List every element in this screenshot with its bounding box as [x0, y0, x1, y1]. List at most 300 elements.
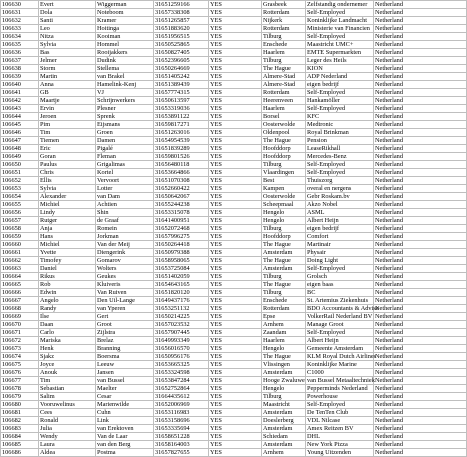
cell-consent[interactable]: YES [209, 233, 262, 241]
cell-company[interactable]: Albert Heijn [306, 217, 374, 225]
cell-country[interactable]: Netherland [374, 305, 467, 313]
cell-company[interactable]: LeaseRikhall [306, 145, 374, 153]
cell-city[interactable]: Amsterdam [262, 249, 306, 257]
cell-first-name[interactable]: Sylvia [39, 41, 96, 49]
cell-city[interactable]: Heerenveen [262, 97, 306, 105]
cell-phone[interactable]: 31651389439 [154, 81, 209, 89]
cell-consent[interactable]: YES [209, 401, 262, 409]
cell-phone[interactable]: 31653315078 [154, 209, 209, 217]
cell-company[interactable]: Self-Employed [306, 105, 374, 113]
cell-country[interactable]: Netherland [374, 137, 467, 145]
cell-phone[interactable]: 31656016570 [154, 345, 209, 353]
cell-first-name[interactable]: Maartje [39, 97, 96, 105]
cell-last-name[interactable]: van Bussel [96, 377, 154, 385]
cell-phone[interactable]: 31658958065 [154, 257, 209, 265]
cell-row-id[interactable]: 106667 [1, 297, 39, 305]
cell-first-name[interactable]: Hans [39, 233, 96, 241]
cell-first-name[interactable]: Randy [39, 305, 96, 313]
cell-first-name[interactable]: Ellis [39, 177, 96, 185]
cell-city[interactable]: Almere-Stad [262, 81, 306, 89]
cell-first-name[interactable]: Tiemen [39, 137, 96, 145]
cell-consent[interactable]: YES [209, 97, 262, 105]
cell-row-id[interactable]: 106636 [1, 49, 39, 57]
cell-row-id[interactable]: 106668 [1, 305, 39, 313]
cell-city[interactable]: Oosterwolde [262, 121, 306, 129]
cell-first-name[interactable]: Evert [39, 1, 96, 9]
cell-city[interactable]: Rotterdam [262, 25, 306, 33]
cell-last-name[interactable]: Van de Laar [96, 433, 154, 441]
cell-first-name[interactable]: Joyce [39, 361, 96, 369]
cell-consent[interactable]: YES [209, 193, 262, 201]
cell-last-name[interactable]: Wolters [96, 265, 154, 273]
cell-first-name[interactable]: Aldea [39, 449, 96, 457]
cell-last-name[interactable]: Sprenk [96, 113, 154, 121]
cell-first-name[interactable]: Yvette [39, 249, 96, 257]
cell-consent[interactable]: YES [209, 169, 262, 177]
cell-consent[interactable]: YES [209, 153, 262, 161]
cell-company[interactable]: Young Uitzenden [306, 449, 374, 457]
cell-company[interactable]: Akzo Nobel [306, 201, 374, 209]
cell-phone[interactable]: 31650214225 [154, 313, 209, 321]
cell-last-name[interactable]: Den Uil-Lange [96, 297, 154, 305]
cell-consent[interactable]: YES [209, 145, 262, 153]
cell-phone[interactable]: 31651883620 [154, 25, 209, 33]
cell-phone[interactable]: 31651263016 [154, 129, 209, 137]
cell-consent[interactable]: YES [209, 17, 262, 25]
cell-first-name[interactable]: Daan [39, 321, 96, 329]
cell-row-id[interactable]: 106654 [1, 193, 39, 201]
cell-row-id[interactable]: 106633 [1, 25, 39, 33]
cell-last-name[interactable]: Eijsmans [96, 121, 154, 129]
cell-country[interactable]: Netherland [374, 265, 467, 273]
cell-company[interactable]: De TenTen Club [306, 409, 374, 417]
cell-last-name[interactable]: Plesner [96, 105, 154, 113]
cell-city[interactable]: Tilburg [262, 393, 306, 401]
cell-city[interactable]: Arnhem [262, 321, 306, 329]
cell-first-name[interactable]: Anouk [39, 369, 96, 377]
cell-last-name[interactable]: Branning [96, 345, 154, 353]
cell-row-id[interactable]: 106642 [1, 97, 39, 105]
cell-first-name[interactable]: Martin [39, 73, 96, 81]
cell-first-name[interactable]: Henk [39, 345, 96, 353]
cell-row-id[interactable]: 106657 [1, 217, 39, 225]
cell-first-name[interactable]: Wendy [39, 433, 96, 441]
cell-company[interactable]: Grolsch [306, 273, 374, 281]
cell-row-id[interactable]: 106631 [1, 9, 39, 17]
cell-last-name[interactable]: Cuhn [96, 409, 154, 417]
cell-phone[interactable]: 31657907445 [154, 329, 209, 337]
cell-company[interactable]: ADP Nederland [306, 73, 374, 81]
cell-company[interactable]: Royal Brinkman [306, 129, 374, 137]
cell-row-id[interactable]: 106643 [1, 105, 39, 113]
cell-consent[interactable]: YES [209, 57, 262, 65]
cell-city[interactable]: Rotterdam [262, 305, 306, 313]
cell-company[interactable]: eigen bedrijf [306, 225, 374, 233]
cell-city[interactable]: Vlaardingen [262, 169, 306, 177]
cell-company[interactable]: C1000 [306, 369, 374, 377]
cell-phone[interactable]: 31652006969 [154, 401, 209, 409]
cell-first-name[interactable]: Angelo [39, 297, 96, 305]
cell-phone[interactable]: 31650525865 [154, 41, 209, 49]
cell-phone[interactable]: 31651070308 [154, 177, 209, 185]
cell-consent[interactable]: YES [209, 241, 262, 249]
cell-consent[interactable]: YES [209, 137, 262, 145]
cell-country[interactable]: Netherland [374, 249, 467, 257]
cell-country[interactable]: Netherland [374, 281, 467, 289]
cell-city[interactable]: Vlissingen [262, 361, 306, 369]
cell-consent[interactable]: YES [209, 81, 262, 89]
cell-consent[interactable]: YES [209, 433, 262, 441]
cell-row-id[interactable]: 106639 [1, 73, 39, 81]
cell-company[interactable]: Thuiszorg [306, 177, 374, 185]
cell-company[interactable]: Albert Heijn [306, 337, 374, 345]
cell-country[interactable]: Netherland [374, 121, 467, 129]
cell-phone[interactable]: 31651839289 [154, 145, 209, 153]
cell-consent[interactable]: YES [209, 121, 262, 129]
cell-company[interactable]: Koninklijke Landmacht [306, 17, 374, 25]
cell-consent[interactable]: YES [209, 201, 262, 209]
cell-city[interactable]: Hoofddorp [262, 145, 306, 153]
cell-phone[interactable]: 31653116983 [154, 409, 209, 417]
cell-country[interactable]: Netherland [374, 1, 467, 9]
cell-row-id[interactable]: 106677 [1, 377, 39, 385]
cell-country[interactable]: Netherland [374, 129, 467, 137]
cell-last-name[interactable]: Geukes [96, 273, 154, 281]
cell-first-name[interactable]: Laura [39, 441, 96, 449]
cell-country[interactable]: Netherland [374, 321, 467, 329]
cell-consent[interactable]: YES [209, 273, 262, 281]
cell-consent[interactable]: YES [209, 41, 262, 49]
cell-first-name[interactable]: Ilse [39, 313, 96, 321]
cell-row-id[interactable]: 106682 [1, 417, 39, 425]
cell-city[interactable]: The Hague [262, 353, 306, 361]
cell-country[interactable]: Netherland [374, 57, 467, 65]
cell-last-name[interactable]: Leeuw [96, 361, 154, 369]
cell-first-name[interactable]: Sebastian [39, 385, 96, 393]
cell-phone[interactable]: 31650264418 [154, 241, 209, 249]
cell-city[interactable]: Rotterdam [262, 89, 306, 97]
cell-row-id[interactable]: 106653 [1, 185, 39, 193]
cell-last-name[interactable]: Postma [96, 449, 154, 457]
cell-company[interactable]: KFC [306, 113, 374, 121]
cell-row-id[interactable]: 106671 [1, 329, 39, 337]
cell-last-name[interactable]: Diengerink [96, 249, 154, 257]
cell-city[interactable]: Hengelo [262, 385, 306, 393]
cell-first-name[interactable]: Daniel [39, 265, 96, 273]
cell-last-name[interactable]: Groot [96, 321, 154, 329]
cell-country[interactable]: Netherland [374, 89, 467, 97]
cell-phone[interactable]: 31650642067 [154, 193, 209, 201]
cell-country[interactable]: Netherland [374, 241, 467, 249]
cell-company[interactable]: Comfort [306, 233, 374, 241]
cell-country[interactable]: Netherland [374, 417, 467, 425]
cell-city[interactable]: Best [262, 177, 306, 185]
cell-city[interactable]: Tilburg [262, 57, 306, 65]
cell-last-name[interactable]: Brelaz [96, 337, 154, 345]
cell-city[interactable]: Rotterdam [262, 9, 306, 17]
cell-phone[interactable]: 31658164003 [154, 441, 209, 449]
cell-last-name[interactable]: Kooiman [96, 33, 154, 41]
cell-phone[interactable]: 31657996275 [154, 233, 209, 241]
cell-phone[interactable]: 31658651228 [154, 433, 209, 441]
cell-country[interactable]: Netherland [374, 425, 467, 433]
cell-last-name[interactable]: van Brakel [96, 73, 154, 81]
cell-company[interactable]: Leger des Heils [306, 57, 374, 65]
cell-city[interactable]: Haarlem [262, 337, 306, 345]
cell-row-id[interactable]: 106679 [1, 393, 39, 401]
cell-first-name[interactable]: Rikus [39, 273, 96, 281]
cell-first-name[interactable]: Julia [39, 425, 96, 433]
cell-consent[interactable]: YES [209, 113, 262, 121]
cell-company[interactable]: Self-Employed [306, 9, 374, 17]
cell-country[interactable]: Netherland [374, 153, 467, 161]
cell-last-name[interactable]: Rooijakkers [96, 49, 154, 57]
cell-phone[interactable]: 31651259166 [154, 1, 209, 9]
cell-country[interactable]: Netherland [374, 409, 467, 417]
cell-country[interactable]: Netherland [374, 185, 467, 193]
cell-company[interactable]: DHL [306, 433, 374, 441]
cell-first-name[interactable]: Chris [39, 169, 96, 177]
cell-consent[interactable]: YES [209, 289, 262, 297]
cell-first-name[interactable]: Ervin [39, 105, 96, 113]
cell-country[interactable]: Netherland [374, 289, 467, 297]
cell-country[interactable]: Netherland [374, 441, 467, 449]
cell-phone[interactable]: 31651265857 [154, 17, 209, 25]
cell-city[interactable]: The Hague [262, 241, 306, 249]
cell-first-name[interactable]: Timofey [39, 257, 96, 265]
cell-country[interactable]: Netherland [374, 49, 467, 57]
cell-last-name[interactable]: Vervoort [96, 177, 154, 185]
cell-last-name[interactable]: Shin [96, 209, 154, 217]
cell-company[interactable]: EMTE Supermarkten [306, 49, 374, 57]
cell-phone[interactable]: 31653319036 [154, 105, 209, 113]
cell-row-id[interactable]: 106659 [1, 233, 39, 241]
cell-company[interactable]: eigen bedrijf [306, 81, 374, 89]
cell-first-name[interactable]: Jelmer [39, 57, 96, 65]
cell-company[interactable]: Maastricht UMC+ [306, 41, 374, 49]
cell-last-name[interactable]: VJ [96, 89, 154, 97]
cell-country[interactable]: Netherland [374, 353, 467, 361]
cell-company[interactable]: Self-Employed [306, 329, 374, 337]
cell-phone[interactable]: 31652396605 [154, 57, 209, 65]
cell-city[interactable]: Haarlem [262, 49, 306, 57]
cell-last-name[interactable]: Romein [96, 225, 154, 233]
cell-first-name[interactable]: Jeroen [39, 113, 96, 121]
cell-consent[interactable]: YES [209, 249, 262, 257]
cell-phone[interactable]: 31650613597 [154, 97, 209, 105]
cell-first-name[interactable]: Cees [39, 409, 96, 417]
cell-city[interactable]: Amsterdam [262, 369, 306, 377]
cell-consent[interactable]: YES [209, 353, 262, 361]
cell-city[interactable]: Oosterwolde [262, 193, 306, 201]
cell-company[interactable]: Pepperminds Nederland [306, 385, 374, 393]
cell-company[interactable]: KLM Royal Dutch Airlines [307, 353, 377, 360]
cell-phone[interactable]: 31652752864 [154, 385, 209, 393]
cell-first-name[interactable]: Leo [39, 25, 96, 33]
cell-country[interactable]: Netherland [374, 193, 467, 201]
cell-consent[interactable]: YES [209, 305, 262, 313]
cell-consent[interactable]: YES [209, 265, 262, 273]
cell-row-id[interactable]: 106673 [1, 345, 39, 353]
cell-row-id[interactable]: 106685 [1, 441, 39, 449]
cell-city[interactable]: Zaandam [262, 329, 306, 337]
cell-city[interactable]: Maastricht [262, 401, 306, 409]
cell-country[interactable]: Netherland [374, 105, 467, 113]
cell-company[interactable]: Amex Reitzen BV [306, 425, 374, 433]
cell-city[interactable]: The Hague [262, 137, 306, 145]
cell-city[interactable]: Scheepmaal [262, 201, 306, 209]
cell-consent[interactable]: YES [209, 449, 262, 457]
cell-last-name[interactable]: Kortel [96, 169, 154, 177]
cell-first-name[interactable]: Sylvia [39, 185, 96, 193]
cell-row-id[interactable]: 106640 [1, 81, 39, 89]
cell-last-name[interactable]: Boersma [96, 353, 154, 361]
cell-first-name[interactable]: Alexander [39, 193, 96, 201]
cell-city[interactable]: Amsterdam [262, 425, 306, 433]
cell-country[interactable]: Netherland [374, 257, 467, 265]
cell-consent[interactable]: YES [209, 337, 262, 345]
cell-city[interactable]: Hoofddorp [262, 233, 306, 241]
cell-row-id[interactable]: 106666 [1, 289, 39, 297]
cell-consent[interactable]: YES [209, 329, 262, 337]
cell-last-name[interactable]: Link [96, 417, 154, 425]
cell-consent[interactable]: YES [209, 393, 262, 401]
cell-company[interactable]: BC [306, 289, 374, 297]
cell-phone[interactable]: 31664435612 [154, 393, 209, 401]
cell-country[interactable]: Netherland [374, 169, 467, 177]
cell-consent[interactable]: YES [209, 185, 262, 193]
cell-row-id[interactable]: 106664 [1, 273, 39, 281]
cell-first-name[interactable]: Dola [39, 9, 96, 17]
cell-country[interactable]: Netherland [374, 449, 467, 457]
cell-country[interactable]: Netherland [374, 233, 467, 241]
cell-city[interactable]: The Hague [262, 281, 306, 289]
cell-consent[interactable]: YES [209, 161, 262, 169]
cell-city[interactable]: Enschede [262, 297, 306, 305]
cell-row-id[interactable]: 106637 [1, 57, 39, 65]
cell-consent[interactable]: YES [209, 313, 262, 321]
cell-last-name[interactable]: van Dam [96, 193, 154, 201]
cell-country[interactable]: Netherland [374, 145, 467, 153]
cell-country[interactable]: Netherland [374, 73, 467, 81]
cell-row-id[interactable]: 106669 [1, 313, 39, 321]
cell-country[interactable]: Netherland [374, 217, 467, 225]
cell-city[interactable]: Tilburg [262, 33, 306, 41]
cell-phone[interactable]: 31641400951 [154, 217, 209, 225]
cell-country[interactable]: Netherland [374, 17, 467, 25]
cell-city[interactable]: Almere-Stad [262, 73, 306, 81]
cell-consent[interactable]: YES [209, 225, 262, 233]
cell-country[interactable]: Netherland [374, 433, 467, 441]
cell-phone[interactable]: 31655244238 [154, 201, 209, 209]
cell-phone[interactable]: 31653251132 [154, 305, 209, 313]
cell-company[interactable]: Hankamöller [306, 97, 374, 105]
cell-country[interactable]: Netherland [374, 345, 467, 353]
cell-last-name[interactable]: Fleman [96, 153, 154, 161]
cell-row-id[interactable]: 106663 [1, 265, 39, 273]
cell-phone[interactable]: 31657338308 [154, 9, 209, 17]
cell-company[interactable]: Ministerie van Financien [306, 25, 374, 33]
cell-country[interactable]: Netherland [374, 377, 467, 385]
cell-phone[interactable]: 31657774315 [154, 89, 209, 97]
cell-country[interactable]: Netherland [374, 9, 467, 17]
cell-first-name[interactable]: Carlo [39, 329, 96, 337]
cell-city[interactable]: Amsterdam [262, 441, 306, 449]
cell-city[interactable]: Amsterdam [262, 265, 306, 273]
cell-company[interactable]: VolkerRail Nederland BV [307, 313, 373, 320]
cell-company[interactable]: St. Artemius Ziekenhuis [306, 297, 374, 305]
cell-country[interactable]: Netherland [374, 393, 467, 401]
cell-phone[interactable]: 31653891122 [154, 113, 209, 121]
cell-row-id[interactable]: 106645 [1, 121, 39, 129]
cell-country[interactable]: Netherland [374, 297, 467, 305]
cell-consent[interactable]: YES [209, 281, 262, 289]
cell-consent[interactable]: YES [209, 361, 262, 369]
cell-row-id[interactable]: 106641 [1, 89, 39, 97]
cell-city[interactable]: The Hague [262, 257, 306, 265]
cell-last-name[interactable]: Van Ruiven [96, 289, 154, 297]
cell-phone[interactable]: 31650264669 [154, 65, 209, 73]
cell-company[interactable]: Manage Groot [306, 321, 374, 329]
cell-company[interactable]: Pension [306, 137, 374, 145]
cell-phone[interactable]: 31650827405 [154, 49, 209, 57]
cell-last-name[interactable]: Gert [96, 313, 154, 321]
cell-consent[interactable]: YES [209, 425, 262, 433]
cell-first-name[interactable]: Tim [39, 129, 96, 137]
cell-consent[interactable]: YES [209, 257, 262, 265]
cell-phone[interactable]: 31654643165 [154, 281, 209, 289]
cell-company[interactable]: Mercedes-Benz [306, 153, 374, 161]
cell-row-id[interactable]: 106650 [1, 161, 39, 169]
cell-city[interactable]: Kampen [262, 185, 306, 193]
cell-first-name[interactable]: Anja [39, 225, 96, 233]
cell-consent[interactable]: YES [209, 9, 262, 17]
cell-first-name[interactable]: Goran [39, 153, 96, 161]
cell-last-name[interactable]: Pigalé [96, 145, 154, 153]
cell-country[interactable]: Netherland [374, 201, 467, 209]
cell-consent[interactable]: YES [209, 209, 262, 217]
cell-first-name[interactable]: Michiel [39, 241, 96, 249]
cell-city[interactable]: The Hague [262, 65, 306, 73]
cell-last-name[interactable]: de Graaf [96, 217, 154, 225]
cell-last-name[interactable]: Zijlstra [96, 329, 154, 337]
cell-first-name[interactable]: GB [39, 89, 96, 97]
cell-city[interactable]: Haarlem [262, 105, 306, 113]
cell-row-id[interactable]: 106665 [1, 281, 39, 289]
cell-city[interactable]: Hengelo [262, 345, 306, 353]
cell-last-name[interactable]: Hoitinga [96, 25, 154, 33]
cell-last-name[interactable]: Marienwilde [96, 401, 154, 409]
cell-phone[interactable]: 31653725084 [154, 265, 209, 273]
cell-city[interactable]: Hengelo [262, 217, 306, 225]
cell-row-id[interactable]: 106686 [1, 449, 39, 457]
cell-phone[interactable]: 31651402059 [154, 273, 209, 281]
cell-last-name[interactable]: Schrijnwerkers [96, 97, 154, 105]
cell-last-name[interactable]: Cesar [96, 393, 154, 401]
cell-consent[interactable]: YES [209, 321, 262, 329]
cell-company[interactable]: Gebr Roskam.bv [306, 193, 374, 201]
cell-phone[interactable]: 31659801526 [154, 153, 209, 161]
cell-last-name[interactable]: van Yperen [96, 305, 154, 313]
cell-country[interactable]: Netherland [374, 161, 467, 169]
cell-last-name[interactable]: Noteboom [96, 9, 154, 17]
cell-phone[interactable]: 31651405242 [154, 73, 209, 81]
cell-last-name[interactable]: Kluiveris [96, 281, 154, 289]
cell-phone[interactable]: 31659817271 [154, 121, 209, 129]
cell-first-name[interactable]: Salim [39, 393, 96, 401]
cell-last-name[interactable]: Kramer [96, 17, 154, 25]
cell-last-name[interactable]: Grigalimas [96, 161, 154, 169]
